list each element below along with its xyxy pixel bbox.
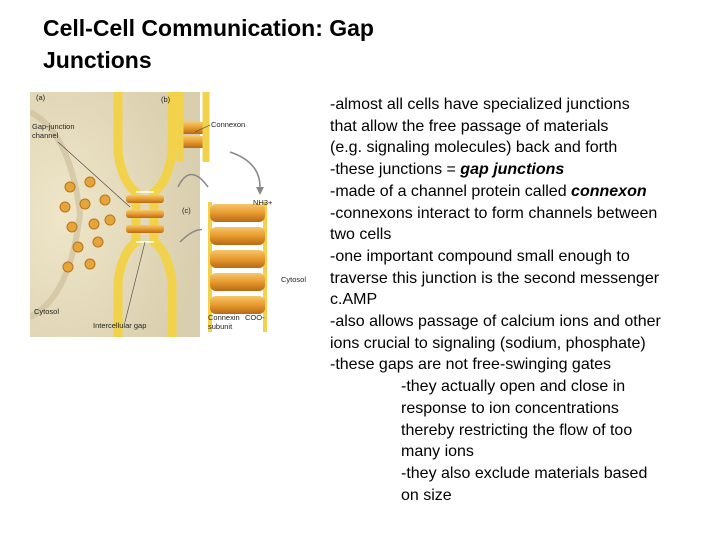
gap-junction-figure — [30, 92, 320, 337]
text-line-indented: response to ion concentrations — [401, 399, 619, 417]
text-line: -also allows passage of calcium ions and other — [330, 313, 661, 331]
label-cytosol-left: Cytosol — [34, 307, 60, 316]
text-line: -connexons interact to form channels between — [330, 204, 658, 222]
label-gap-junction-2: channel — [32, 131, 59, 140]
text-span: -made of a channel protein called — [330, 182, 572, 200]
connexin-subunits — [210, 204, 265, 314]
title-line-2: Junctions — [43, 47, 152, 73]
text-line — [330, 159, 715, 181]
label-intercellular-gap: Intercellular gap — [93, 321, 147, 330]
slide-title — [43, 12, 503, 76]
text-line: -one important compound small enough to — [330, 247, 630, 265]
text-line: that allow the free passage of materials — [330, 117, 609, 135]
label-connexin-1: Connexin — [208, 313, 240, 322]
title-line-1: Cell-Cell Communication: Gap — [43, 15, 374, 41]
gap-junction-diagram — [30, 92, 320, 337]
text-line-indented: on size — [401, 486, 452, 504]
text-line: (e.g. signaling molecules) back and forth — [330, 139, 618, 157]
label-connexon: Connexon — [211, 120, 246, 129]
text-line: -these gaps are not free-swinging gates — [330, 356, 612, 374]
label-a: (a) — [36, 93, 46, 102]
text-line: c.AMP — [330, 291, 378, 309]
text-line: -almost all cells have specialized junctions — [330, 96, 630, 113]
text-line: ions crucial to signaling (sodium, phosphate) — [330, 334, 646, 352]
label-nh3: NH3+ — [253, 198, 273, 207]
label-gap-junction-1: Gap-junction — [32, 122, 75, 131]
text-line: traverse this junction is the second messenger — [330, 269, 660, 287]
text-line-indented: -they actually open and close in — [401, 378, 626, 396]
text-span: -these junctions = — [330, 161, 461, 179]
label-coo: COO- — [245, 313, 265, 322]
label-c: (c) — [182, 206, 191, 215]
body-text — [330, 94, 715, 506]
text-line-indented: many ions — [401, 443, 474, 461]
label-connexin-2: subunit — [208, 322, 233, 331]
label-b: (b) — [161, 95, 171, 104]
text-line: two cells — [330, 226, 392, 244]
text-line — [330, 181, 715, 203]
label-cytosol-right: Cytosol — [281, 275, 307, 284]
term-connexon: connexon — [571, 182, 647, 200]
text-line-indented: thereby restricting the flow of too — [401, 421, 633, 439]
text-line-indented: -they also exclude materials based — [401, 464, 648, 482]
term-gap-junctions: gap junctions — [460, 161, 565, 179]
